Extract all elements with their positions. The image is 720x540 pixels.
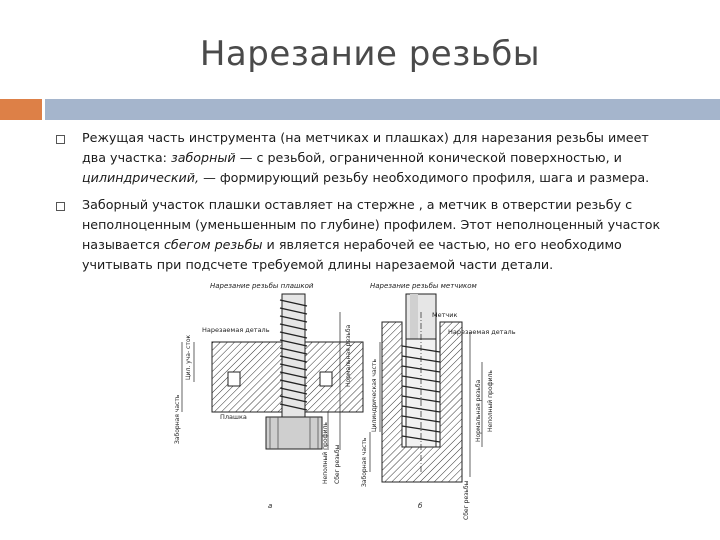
bullet-item <box>54 128 674 188</box>
bullet-list <box>54 128 674 282</box>
title-accent-bar <box>0 99 42 120</box>
label-intake-left: Заборная часть <box>174 394 181 444</box>
label-partial-right: Неполный профиль <box>487 370 494 432</box>
square-bullet-icon <box>56 135 65 144</box>
die-body-right <box>305 342 363 412</box>
die-slot-right <box>320 372 332 386</box>
label-tap: Метчик <box>432 311 458 319</box>
bullet-text-part: Заборный участок плашки оставляет на стержне , а метчик в отверстии резьбу с неполноценным (уменьшенным по глубине) профилем. Этот неполноценный участок называется <box>82 197 661 252</box>
bullet-text-part: — формирующий резьбу необходимого профиля, шага и размера. <box>199 170 650 185</box>
left-figure-title: Нарезание резьбы плашкой <box>210 282 314 290</box>
die-threading-figure <box>174 282 363 510</box>
square-bullet-icon <box>56 202 65 211</box>
label-runout-left: Сбег резьбы <box>334 444 341 484</box>
bullet-italic-term: заборный <box>170 150 236 165</box>
rod-lower-collar <box>266 417 322 449</box>
threading-diagram-svg <box>170 272 530 534</box>
bullet-text-part: и является нерабочей ее частью, но его необходимо учитывать при подсчете требуемой длины нарезаемой части детали. <box>82 237 622 272</box>
bullet-italic-term: цилиндрический, <box>82 170 200 185</box>
slide-title: Нарезание резьбы <box>199 34 541 74</box>
bullet-text <box>82 128 674 188</box>
bullet-text <box>82 195 674 275</box>
die-slot-left <box>228 372 240 386</box>
threading-diagram <box>170 272 530 534</box>
label-runout-right: Сбег резьбы <box>463 480 470 520</box>
bullet-text-part: Режущая часть инструмента (на метчиках и плашках) для нарезания резьбы имеет два участка: <box>82 130 649 165</box>
tap-threading-figure <box>361 282 516 520</box>
label-partial-left: Неполный профиль <box>322 422 329 484</box>
label-intake-right: Заборная часть <box>361 437 368 487</box>
right-figure-title: Нарезание резьбы метчиком <box>370 282 477 290</box>
label-cyl-right: Цилиндрическая часть <box>371 359 378 432</box>
label-full-left: Нормальная резьба <box>345 324 352 387</box>
label-full-right: Нормальная резьба <box>475 379 482 442</box>
die-body-left <box>212 342 282 412</box>
label-detail-left: Нарезаемая деталь <box>202 326 270 334</box>
title-divider-bar <box>45 99 720 120</box>
label-cyl-left: Цил. уча- сток <box>185 334 192 380</box>
bullet-italic-term: сбегом резьбы <box>163 237 263 252</box>
bullet-item <box>54 195 674 275</box>
label-die: Плашка <box>220 413 247 421</box>
caption-right: б <box>418 502 423 510</box>
label-detail-right: Нарезаемая деталь <box>448 328 516 336</box>
bullet-text-part: — с резьбой, ограниченной конической поверхностью, и <box>235 150 622 165</box>
caption-left: а <box>268 502 273 510</box>
